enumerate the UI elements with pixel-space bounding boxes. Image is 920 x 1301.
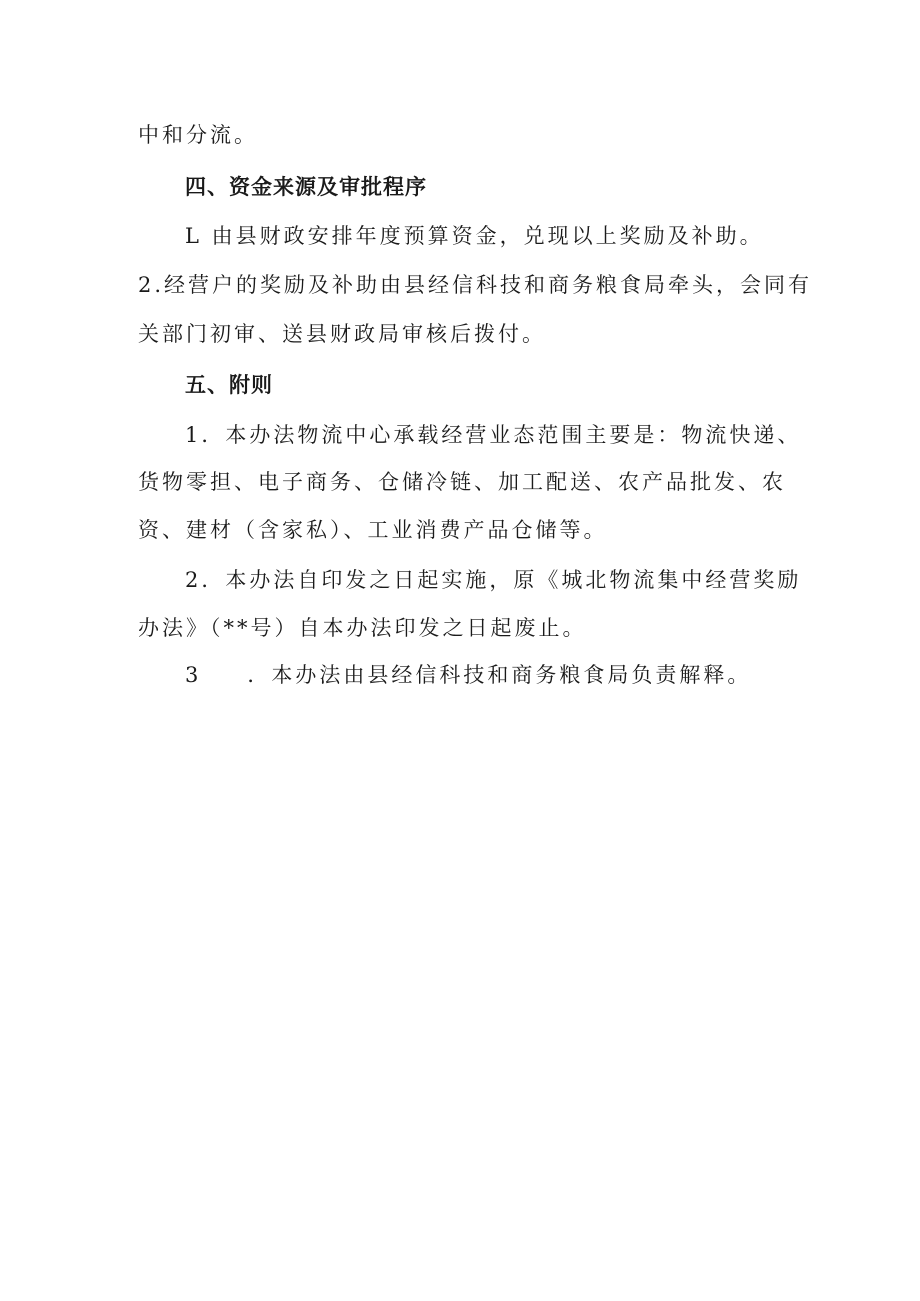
section-4-item-1: L 由县财政安排年度预算资金，兑现以上奖励及补助。 [185,224,764,248]
carry-over-text: 中和分流。 [138,123,258,147]
section-5-heading: 五、附则 [185,373,273,397]
section-5-item-2-line-2: 办法》（**号）自本办法印发之日起废止。 [138,616,587,640]
section-5-item-3-number: 3 [185,663,202,687]
section-5-item-2-line-1: 2．本办法自印发之日起实施，原《城北物流集中经营奖励 [185,568,802,592]
section-5-item-3-text: ．本办法由县经信科技和商务粮食局负责解释。 [247,663,752,687]
section-5-item-3 [185,661,805,689]
section-4-heading: 四、资金来源及审批程序 [185,175,427,199]
section-4-item-2-line-2: 关部门初审、送县财政局审核后拨付。 [138,322,546,346]
section-5-item-1-line-2: 货物零担、电子商务、仓储冷链、加工配送、农产品批发、农 [138,470,786,494]
section-5-item-1-line-1: 1．本办法物流中心承载经营业态范围主要是：物流快递、 [185,423,802,447]
section-4-item-2-line-1: 2.经营户的奖励及补助由县经信科技和商务粮食局牵头，会同有 [138,273,813,297]
section-5-item-1-line-3: 资、建材（含家私）、工业消费产品仓储等。 [138,518,608,542]
